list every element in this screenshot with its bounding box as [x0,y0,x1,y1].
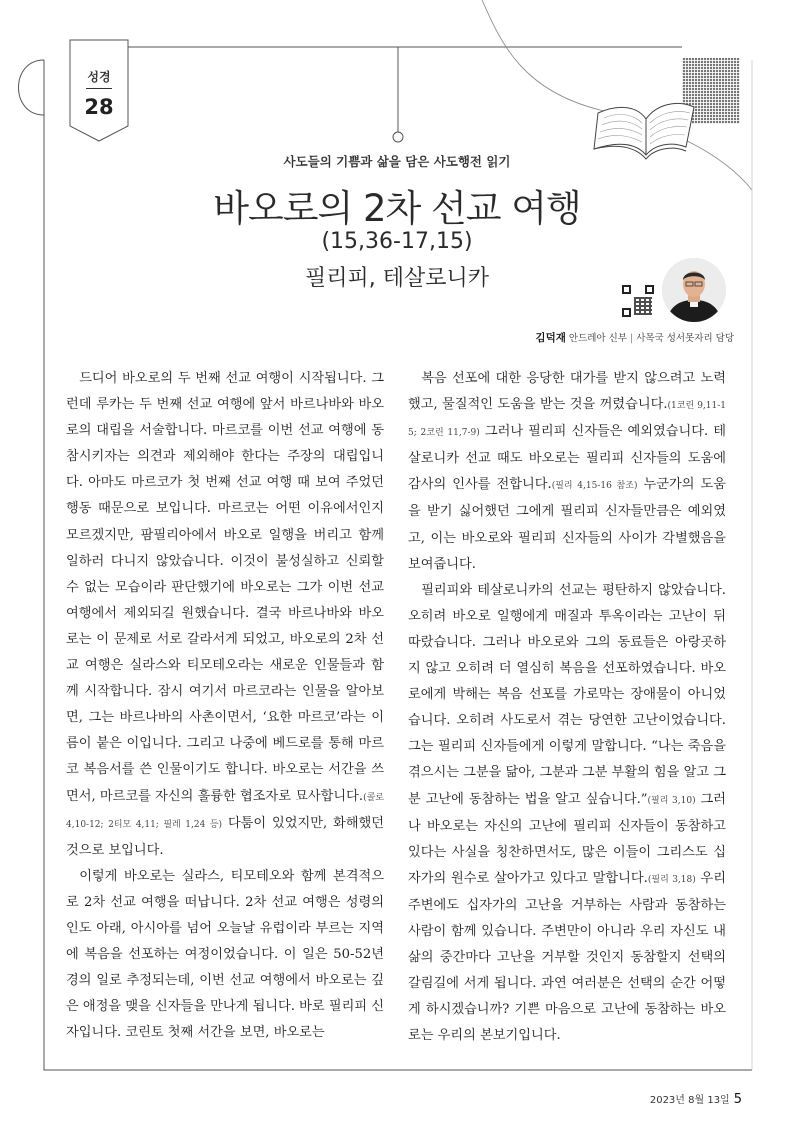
author-name: 김덕재 [535,332,566,344]
body-text: 복음 선포에 대한 응당한 대가를 받지 않으려고 노력했고, 물질적인 도움을 받는 것을 꺼렸습니다. [408,371,726,413]
byline-separator: | [629,333,634,344]
section-tab [70,40,128,141]
page-footer [650,1091,742,1107]
body-text: 드디어 바오로의 두 번째 선교 여행이 시작됩니다. 그런데 루카는 두 번째 선교 여행에 앞서 바르나바와 바오로의 대립을 서술합니다. 마르코를 이번 선교 여행에 동참시키자는 의견과 제외해야 한다는 주장의 대립입니다. 아마도 마르코가 첫 번째 선교 여행 때 보여 주었던 행동 때문으로 보입니다. 마르코는 어떤 이유에서인지 모르겠지만, 팜필리아에서 바오로 일행을 버리고 함께 일하러 다니지 않았습니다. 이것이 불성실하고 신뢰할 수 없는 모습이라 판단했기에 바오로는 그가 이번 선교 여행에서 제외되길 원했습니다. 결국 바르나바와 바오로는 이 문제로 서로 갈라서게 되었고, 바오로의 2차 선교 여행은 실라스와 티모테오라는 새로운 인물들과 함께 시작합니다. 잠시 여기서 마르코라는 인물을 알아보면, 그는 바르나바의 사촌이면서, ‘요한 마르코’라는 이름이 붙은 이입니다. 그리고 나중에 베드로를 통해 마르코 복음서를 쓴 인물이기도 합니다. 바오로는 서간을 쓰면서, 마르코를 자신의 훌륭한 협조자로 묘사합니다. [66,371,384,804]
author-baptismal-name: 안드레아 신부 [568,333,627,344]
series-subtitle: 사도들의 기쁨과 삶을 담은 사도행전 읽기 [283,154,511,169]
scripture-reference: (필리 3,10) [647,795,696,806]
author-qr-code-icon [622,285,654,317]
author-role: 사목국 성서못자리 담당 [636,333,734,344]
body-text: 이렇게 바오로는 실라스, 티모테오와 함께 본격적으로 2차 선교 여행을 떠납니다. 2차 선교 여행은 성령의 인도 아래, 아시아를 넘어 오늘날 유럽이라 부르는 지역에 복음을 선포하는 여정이었습니다. 이 일은 50-52년경의 일로 추정되는데, 이번 선교 여행에서 바오로는 깊은 애정을 맺을 신자들을 만나게 됩니다. 바로 필리피 신자입니다. 코린토 첫째 서간을 보면, 바오로는 [66,868,384,1041]
section-tab-label: 성경 [87,70,111,84]
article-title-places: 필리피, 테살로니카 [304,266,489,291]
body-text: 그러나 바오로는 자신의 고난에 필리피 신자들이 동참하고 있다는 사실을 칭찬하면서도, 많은 이들이 그리스도 십자가의 원수로 살아가고 있다고 말합니다. [408,791,727,886]
scripture-reference: (1코린 9,11-15; 2코린 11,7-9) [408,401,726,439]
page-number: 5 [733,1092,742,1107]
body-text: 다툼이 있었지만, 화해했던 것으로 보입니다. [66,815,385,858]
scripture-reference: (콜로 4,10-12; 2티모 4,11; 필레 1,24 등) [66,792,384,830]
article-column-left [66,366,384,1046]
article-title-range: (15,36-17,15) [321,229,473,254]
scripture-reference: (필리 3,18) [647,874,696,885]
article-title: 바오로의 2차 선교 여행 [213,187,581,230]
section-tab-number: 28 [84,95,114,119]
body-text: 누군가의 도움을 받기 싫어했던 그에게 필리피 신자들만큼은 예외였고, 이는 바오로와 필리피 신자들의 사이가 각별했음을 보여줍니다. [408,477,727,572]
body-paragraph [66,864,384,1047]
issue-date: 2023년 8월 13일 [649,1095,730,1106]
body-paragraph [408,578,726,1050]
hanging-ring [393,132,403,142]
body-text: 그러나 필리피 신자들은 예외였습니다. 테살로니카 선교 때도 바오로는 필리피 신자들의 도움에 감사의 인사를 전합니다. [408,424,726,493]
body-text: 필리피와 테살로니카의 선교는 평탄하지 않았습니다. 오히려 바오로 일행에게 매질과 투옥이라는 고난이 뒤따랐습니다. 그러나 바오로와 그의 동료들은 아랑곳하지 않고 오히려 더 열심히 복음을 선포하였습니다. 바오로에게 박해는 복음 선포를 가로막는 장애물이 아니었습니다. 오히려 사도로서 겪는 당연한 고난이었습니다. 그는 필리피 신자들에게 이렇게 말합니다. “나는 죽음을 겪으시는 그분을 닮아, 그분과 그분 부활의 힘을 알고 그분 고난에 동참하는 법을 알고 싶습니다.” [408,582,726,807]
body-paragraph [408,366,726,578]
body-paragraph [66,366,384,864]
scripture-reference: (필리 4,15-16 참조) [551,481,638,492]
author-portrait [662,258,726,322]
article-column-right [408,366,726,1049]
body-text: 우리 주변에도 십자가의 고난을 거부하는 사람과 동참하는 사람이 함께 있습니다. 주변만이 아니라 우리 자신도 내 삶의 중간마다 고난을 거부할 것인지 동참할지 선택의 갈림길에 서게 됩니다. 과연 여러분은 선택의 순간 어떻게 하시겠습니까? 기쁜 마음으로 고난에 동참하는 바오로는 우리의 본보기입니다. [408,870,727,1044]
section-tab-rule [86,88,112,89]
author-byline [535,330,734,345]
